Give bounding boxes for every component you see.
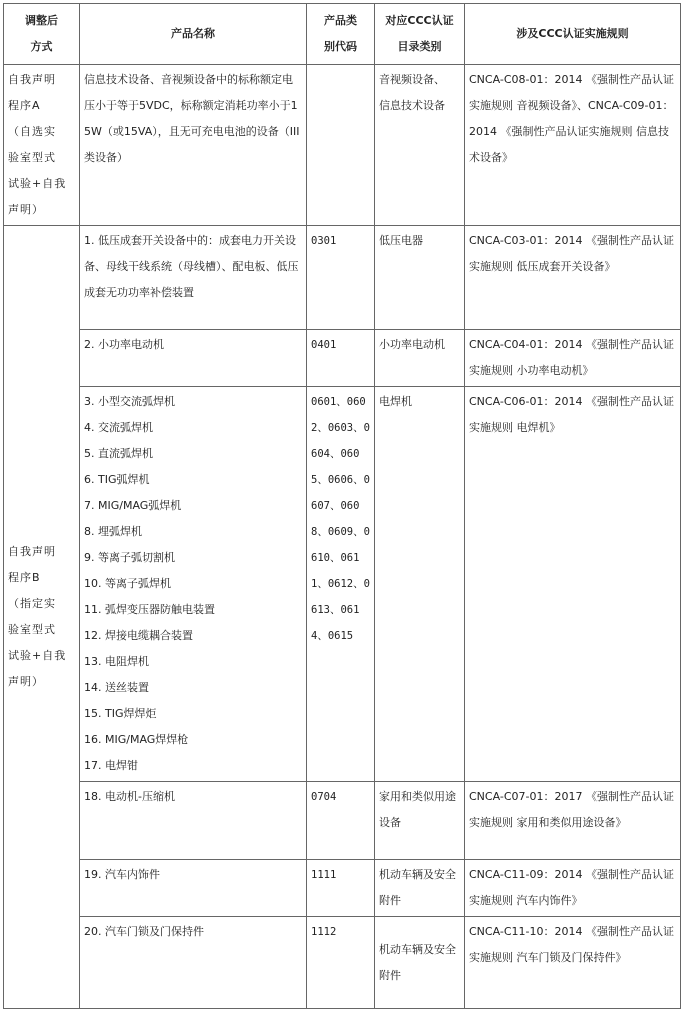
list-item: 8. 埋弧焊机 — [84, 525, 142, 538]
table-header-row — [4, 4, 681, 65]
list-item: 14. 送丝装置 — [84, 681, 149, 694]
ccc-category-cell: 小功率电动机 — [375, 330, 465, 387]
ccc-category-cell: 家用和类似用途设备 — [375, 782, 465, 860]
table-row — [4, 917, 681, 1009]
product-code-cell: 0601、0602、0603、0604、0605、0606、0607、0608、0609、0610、0611、0612、0613、0614、0615 — [307, 387, 375, 782]
header-product-code: 产品类 别代码 — [307, 4, 375, 65]
list-item: 3. 小型交流弧焊机 — [84, 395, 175, 408]
list-item: 15. TIG焊焊炬 — [84, 707, 157, 720]
list-item: 9. 等离子弧切割机 — [84, 551, 175, 564]
rules-cell: CNCA-C08-01：2014 《强制性产品认证实施规则 音视频设备》、CNCA-C09-01：2014 《强制性产品认证实施规则 信息技术设备》 — [465, 65, 681, 226]
ccc-adjustment-table — [3, 3, 681, 1009]
product-name-cell — [80, 387, 307, 782]
table-row — [4, 330, 681, 387]
product-name-cell: 18. 电动机-压缩机 — [80, 782, 307, 860]
list-item: 6. TIG弧焊机 — [84, 473, 150, 486]
list-item: 16. MIG/MAG焊焊枪 — [84, 733, 189, 746]
product-name-cell: 2. 小功率电动机 — [80, 330, 307, 387]
product-code-cell: 0401 — [307, 330, 375, 387]
ccc-category-cell: 机动车辆及安全附件 — [375, 860, 465, 917]
list-item: 5. 直流弧焊机 — [84, 447, 153, 460]
product-code-cell: 1111 — [307, 860, 375, 917]
rules-cell: CNCA-C06-01：2014 《强制性产品认证实施规则 电焊机》 — [465, 387, 681, 782]
procedure-a-label: 自我声明 程序A （自选实 验室型式 试验+自我 声明） — [4, 65, 80, 226]
ccc-category-cell: 电焊机 — [375, 387, 465, 782]
rules-cell: CNCA-C11-09：2014 《强制性产品认证实施规则 汽车内饰件》 — [465, 860, 681, 917]
table-row — [4, 387, 681, 782]
rules-cell: CNCA-C07-01：2017 《强制性产品认证实施规则 家用和类似用途设备》 — [465, 782, 681, 860]
table-row — [4, 226, 681, 330]
list-item: 10. 等离子弧焊机 — [84, 577, 171, 590]
list-item: 13. 电阻焊机 — [84, 655, 149, 668]
table-row — [4, 782, 681, 860]
procedure-b-label: 自我声明 程序B （指定实 验室型式 试验+自我 声明） — [4, 226, 80, 1009]
product-name-cell: 20. 汽车门锁及门保持件 — [80, 917, 307, 1009]
list-item: 4. 交流弧焊机 — [84, 421, 153, 434]
product-code-cell: 1112 — [307, 917, 375, 1009]
table-row — [4, 65, 681, 226]
list-item: 17. 电焊钳 — [84, 759, 138, 772]
header-mode: 调整后 方式 — [4, 4, 80, 65]
header-ccc-category: 对应CCC认证 目录类别 — [375, 4, 465, 65]
product-code-cell: 0301 — [307, 226, 375, 330]
list-item: 11. 弧焊变压器防触电装置 — [84, 603, 215, 616]
header-product-name: 产品名称 — [80, 4, 307, 65]
rules-cell: CNCA-C03-01：2014 《强制性产品认证实施规则 低压成套开关设备》 — [465, 226, 681, 330]
ccc-category-cell: 低压电器 — [375, 226, 465, 330]
ccc-category-cell: 音视频设备、 信息技术设备 — [375, 65, 465, 226]
product-name-cell: 1. 低压成套开关设备中的：成套电力开关设备、母线干线系统（母线槽）、配电板、低压成套无功功率补偿装置 — [80, 226, 307, 330]
list-item: 12. 焊接电缆耦合装置 — [84, 629, 193, 642]
list-item: 7. MIG/MAG弧焊机 — [84, 499, 182, 512]
rules-cell: CNCA-C04-01：2014 《强制性产品认证实施规则 小功率电动机》 — [465, 330, 681, 387]
product-code-cell: 0704 — [307, 782, 375, 860]
product-code-cell — [307, 65, 375, 226]
product-name-cell: 信息技术设备、音视频设备中的标称额定电压小于等于5VDC，标称额定消耗功率小于15W（或15VA），且无可充电电池的设备（III类设备） — [80, 65, 307, 226]
header-implementation-rules: 涉及CCC认证实施规则 — [465, 4, 681, 65]
product-name-cell: 19. 汽车内饰件 — [80, 860, 307, 917]
rules-cell: CNCA-C11-10：2014 《强制性产品认证实施规则 汽车门锁及门保持件》 — [465, 917, 681, 1009]
ccc-category-cell: 机动车辆及安全附件 — [375, 917, 465, 1009]
table-row — [4, 860, 681, 917]
